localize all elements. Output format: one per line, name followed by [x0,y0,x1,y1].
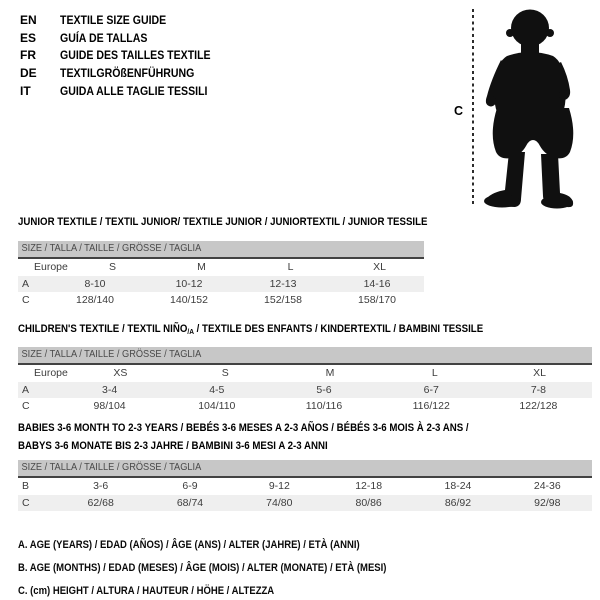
footnote-a [18,534,437,557]
language-code: DE [20,66,37,81]
height-measure-label: C [454,104,464,118]
size-value-cell: 158/170 [358,294,396,307]
section-title-pre: CHILDREN'S TEXTILE / TEXTIL NIÑO [18,323,188,335]
language-code: IT [20,84,31,99]
size-value-cell: 128/140 [76,294,114,307]
footnote-b [18,557,437,580]
table-row [18,276,424,293]
table-row [18,292,424,309]
table-row [18,398,592,415]
size-value-cell: M [197,261,206,274]
size-value-cell: L [431,367,438,380]
size-value-cell: 152/158 [264,294,302,307]
table-row [18,478,592,495]
size-value-cell: XS [113,367,128,380]
size-value-cell: 98/104 [93,400,126,413]
size-value-cell: S [221,367,229,380]
size-value-cell: 12-13 [269,277,297,290]
size-value-cell: 12-18 [355,480,383,493]
section-title-text [18,323,483,336]
size-value-cell: 86/92 [444,496,472,509]
size-value-cell: 6-7 [423,383,439,396]
size-value-cell: 10-12 [175,277,203,290]
size-header-text: SIZE / TALLA / TAILLE / GRÖSSE / TAGLIA [21,348,202,360]
language-code: EN [20,12,37,27]
children-size-table [18,347,592,415]
row-label: C [22,400,30,413]
size-value-cell: 116/122 [412,400,450,413]
section-title-sub: /A [187,327,194,336]
row-label: A [22,383,30,396]
size-value-cell: 140/152 [170,294,208,307]
section-title-line2: BABYS 3-6 MONATE BIS 2-3 JAHRE / BAMBINI 3-6 MESI A 2-3 ANNI [18,439,328,452]
footnote-b-text: B. AGE (MONTHS) / EDAD (MESES) / ÂGE (MOIS) / ALTER (MONATE) / ETÀ (MESI) [18,562,387,575]
size-value-cell: 5-6 [316,383,332,396]
size-value-cell: 122/128 [519,400,558,413]
row-label: Europe [34,367,68,380]
size-value-cell: 74/80 [266,496,293,509]
size-header-text: SIZE / TALLA / TAILLE / GRÖSSE / TAGLIA [21,242,202,254]
language-code: ES [20,30,37,45]
table-row [18,259,424,276]
row-label: B [22,480,30,493]
section-title-junior [18,216,483,228]
size-value-cell: 3-4 [102,383,118,396]
language-row [20,29,231,47]
size-value-cell: M [325,367,335,380]
size-value-cell: 62/68 [87,496,114,509]
toddler-silhouette-image [481,8,587,212]
section-title-line1: BABIES 3-6 MONTH TO 2-3 YEARS / BEBÉS 3-6 MESES A 2-3 AÑOS / BÉBÉS 3-6 MOIS À 2-3 ANS / [18,422,469,434]
size-value-cell: 80/86 [355,496,382,509]
section-title-post: / TEXTILE DES ENFANTS / KINDERTEXTIL / BAMBINI TESSILE [193,323,484,335]
size-value-cell: 18-24 [444,480,472,493]
language-row [20,11,231,29]
row-label: C [22,294,30,307]
babies-size-table [18,460,592,511]
size-value-cell: 4-5 [209,383,225,396]
section-title-text: JUNIOR TEXTILE / TEXTIL JUNIOR/ TEXTILE JUNIOR / JUNIORTEXTIL / JUNIOR TESSILE [18,216,428,228]
footnote-a-text: A. AGE (YEARS) / EDAD (AÑOS) / ÂGE (ANS) / ALTER (JAHRE) / ETÀ (ANNI) [18,539,360,551]
row-label: Europe [34,261,68,274]
language-code: FR [20,48,36,63]
height-measure-dotted-line [472,9,474,207]
row-label: C [22,496,30,509]
size-value-cell: 24-36 [533,480,561,493]
size-value-cell: XL [373,261,386,274]
size-value-cell: 104/110 [198,400,236,413]
size-value-cell: 6-9 [182,480,198,493]
language-title: TEXTILE SIZE GUIDE [60,12,167,27]
size-value-cell: 68/74 [176,496,204,509]
size-value-cell: 7-8 [530,383,546,396]
size-value-cell: XL [533,367,546,380]
footnote-c [18,580,437,600]
size-value-cell: 110/116 [305,400,343,413]
size-header-bar [18,460,592,478]
size-value-cell: 8-10 [84,277,106,290]
size-header-bar [18,241,424,259]
size-value-cell: 14-16 [363,277,391,290]
footnote-c-text: C. (cm) HEIGHT / ALTURA / HAUTEUR / HÖHE / ALTEZZA [18,585,275,598]
language-list [20,11,231,100]
size-value-cell: L [287,261,294,274]
language-row [20,47,231,65]
table-row [18,382,592,399]
size-value-cell: S [108,261,116,274]
table-row [18,495,592,512]
size-value-cell: 3-6 [93,480,109,493]
size-value-cell: 92/98 [534,496,561,509]
language-title: GUÍA DE TALLAS [60,30,148,45]
height-measure-figure [450,0,600,216]
language-row [20,82,231,100]
row-label: A [22,277,30,290]
size-header-text: SIZE / TALLA / TAILLE / GRÖSSE / TAGLIA [21,461,202,473]
table-row [18,365,592,382]
language-title: GUIDA ALLE TAGLIE TESSILI [60,84,208,99]
footnotes [18,534,437,600]
section-title-babies [18,420,530,455]
size-header-bar [18,347,592,365]
language-row [20,64,231,82]
section-title-children [18,323,547,336]
language-title: GUIDE DES TAILLES TEXTILE [60,48,211,63]
junior-size-table [18,241,424,309]
language-title: TEXTILGRÖßENFÜHRUNG [60,66,195,81]
size-value-cell: 9-12 [268,480,290,493]
